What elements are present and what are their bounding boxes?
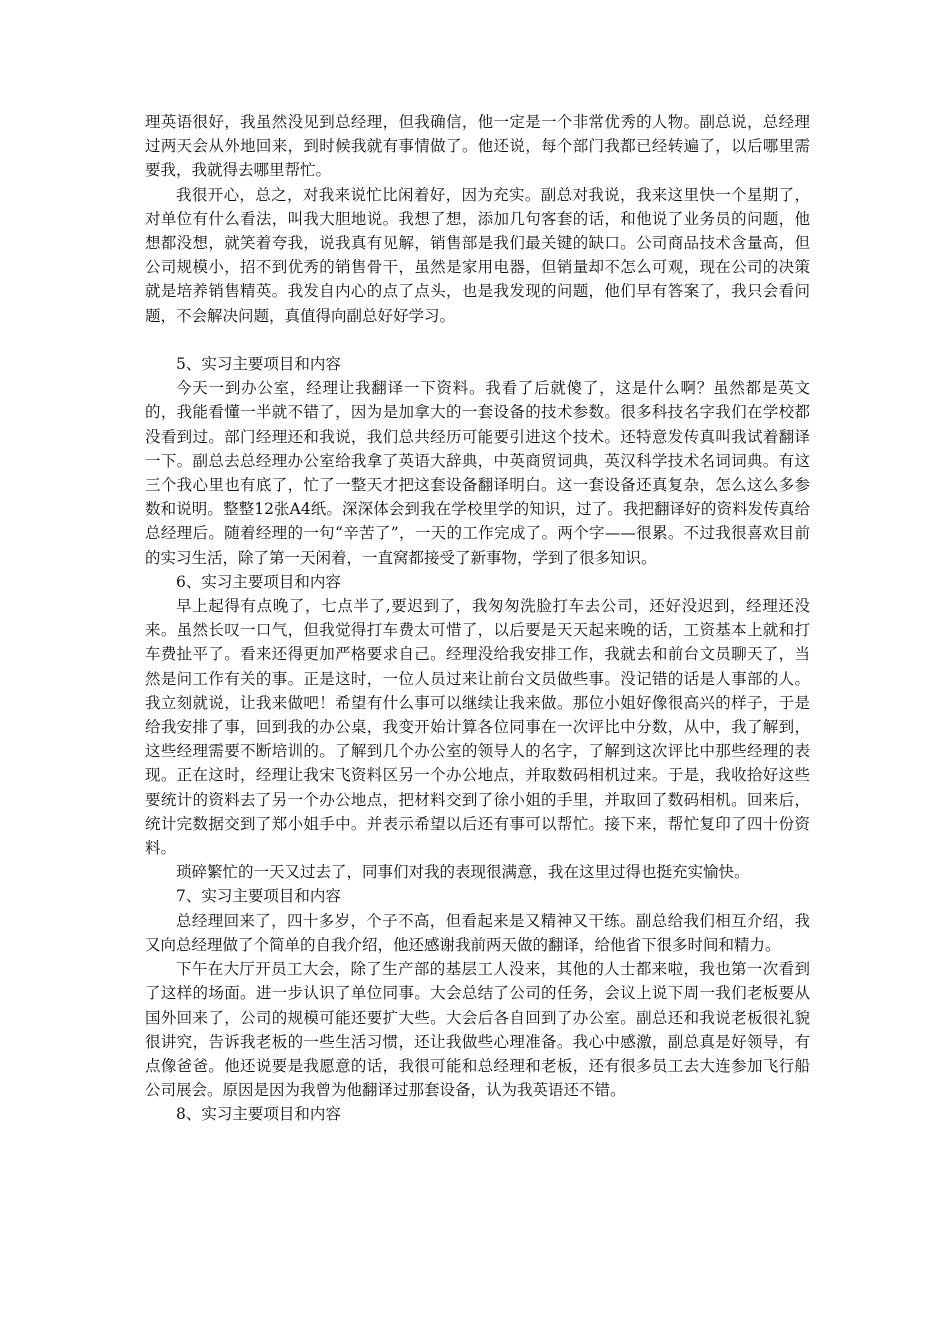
section-heading-8: 8、实习主要项目和内容: [176, 1105, 341, 1124]
paragraph-staff-meeting: 下午在大厅开员工大会，除了生产部的基层工人没来，其他的人士都来啦，我也第一次看到了这样的场面。进一步认识了单位同事。大会总结了公司的任务，会议上说下周一我们老板要从国外回来了，公司的规模可能还要扩大些。大会后各自回到了办公室。副总还和我说老板很礼貌很讲究，告诉我老板的一些生活习惯，还让我做些心理准备。我心中感激，副总真是好领导，有点像爸爸。他还说要是我愿意的话，我很可能和总经理和老板，还有很多员工去大连参加飞行船公司展会。原因是因为我曾为他翻译过那套设备，认为我英语还不错。: [145, 960, 810, 1100]
section-heading-6: 6、实习主要项目和内容: [176, 572, 341, 591]
paragraph-late-morning: 早上起得有点晚了，七点半了,要迟到了，我匆匆洗脸打车去公司，还好没迟到，经理还没来。虽然长叹一口气，但我觉得打车费太可惜了，以后要是天天起来晚的话，工资基本上就和打车费扯平了。看来还得更加严格要求自己。经理没给我安排工作，我就去和前台文员聊天了，当然是问工作有关的事。正是这时，一位人员过来让前台文员做些事。没记错的话是人事部的人。我立刻就说，让我来做吧！希望有什么事可以继续让我来做。那位小姐好像很高兴的样子，于是给我安排了事，回到我的办公桌，我变开始计算各位同事在一次评比中分数，从中，我了解到，这些经理需要不断培训的。了解到几个办公室的领导人的名字，了解到这次评比中那些经理的表现。正在这时，经理让我宋飞资料区另一个办公地点，并取数码相机过来。于是，我收拾好这些要统计的资料去了另一个办公地点，把材料交到了徐小姐的手里，并取回了数码相机。回来后，统计完数据交到了郑小姐手中。并表示希望以后还有事可以帮忙。接下来，帮忙复印了四十份资料。: [145, 597, 810, 858]
blank-line: [145, 328, 810, 352]
section-heading-5: 5、实习主要项目和内容: [176, 355, 341, 374]
section-heading-7: 7、实习主要项目和内容: [176, 887, 341, 906]
paragraph-day-summary: 琐碎繁忙的一天又过去了，同事们对我的表现很满意，我在这里过得也挺充实愉快。: [176, 863, 750, 882]
paragraph-feedback: 我很开心，总之，对我来说忙比闲着好，因为充实。副总对我说，我来这里快一个星期了，对单位有什么看法，叫我大胆地说。我想了想，添加几句客套的话，和他说了业务员的问题，他想都没想，就笑着夸我，说我真有见解，销售部是我们最关键的缺口。公司商品技术含量高，但公司规模小，招不到优秀的销售骨干，虽然是家用电器，但销量却不怎么可观，现在公司的决策就是培养销售精英。我发自内心的点了点头，也是我发现的问题，他们早有答案了，我只会看问题，不会解决问题，真值得向副总好好学习。: [145, 185, 810, 325]
paragraph-gm-return: 总经理回来了，四十多岁，个子不高，但看起来是又精神又干练。副总给我们相互介绍，我又向总经理做了个简单的自我介绍，他还感谢我前两天做的翻译，给他省下很多时间和精力。: [145, 911, 810, 954]
paragraph-translation: 今天一到办公室，经理让我翻译一下资料。我看了后就傻了，这是什么啊？虽然都是英文的，我能看懂一半就不错了，因为是加拿大的一套设备的技术参数。很多科技名字我们在学校都没看到过。部门经理还和我说，我们总共经历可能要引进这个技术。还特意发传真叫我试着翻译一下。副总去总经理办公室给我拿了英语大辞典，中英商贸词典，英汉科学技术名词词典。有这三个我心里也有底了，忙了一整天才把这套设备翻译明白。这一套设备还真复杂，怎么这么多参数和说明。整整12张A4纸。深深体会到我在学校里学的知识，过了。我把翻译好的资料发传真给总经理后。随着经理的一句“辛苦了”，一天的工作完成了。两个字——很累。不过我很喜欢目前的实习生活，除了第一天闲着，一直窝都接受了新事物，学到了很多知识。: [145, 379, 810, 567]
paragraph-continued: 理英语很好，我虽然没见到总经理，但我确信，他一定是一个非常优秀的人物。副总说，总经理过两天会从外地回来，到时候我就有事情做了。他还说，每个部门我都已经转遍了，以后哪里需要我，我就得去哪里帮忙。: [145, 113, 810, 180]
document-page: [145, 110, 810, 1127]
